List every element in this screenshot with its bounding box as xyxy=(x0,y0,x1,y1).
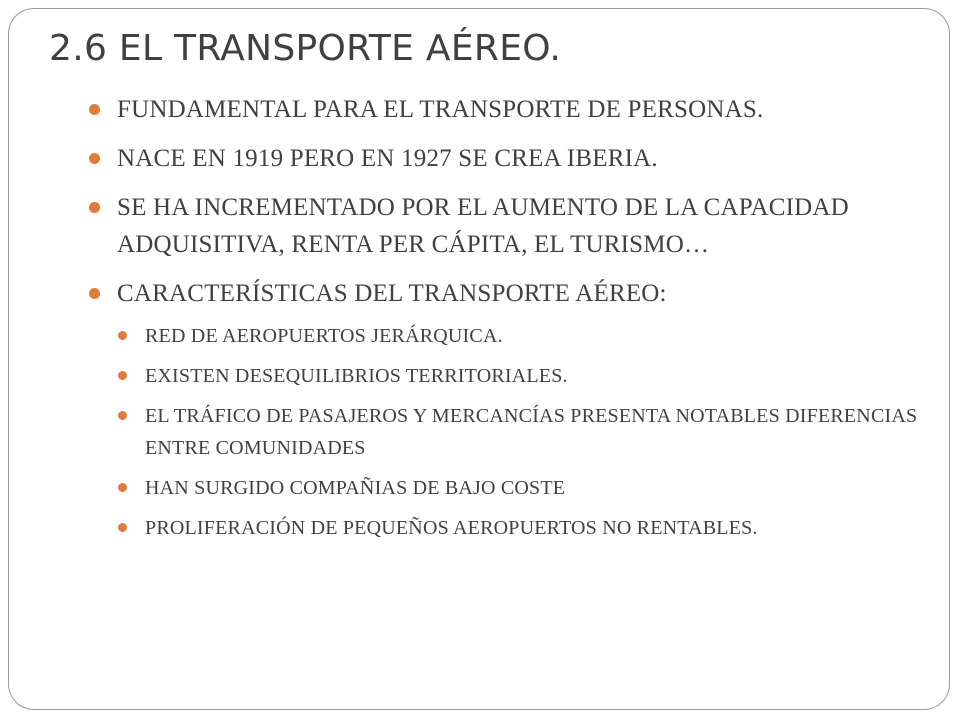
slide-title: 2.6 EL TRANSPORTE AÉREO. xyxy=(49,28,562,69)
bullet-item xyxy=(89,91,939,128)
sub-bullet-text: HAN SURGIDO COMPAÑIAS DE BAJO COSTE xyxy=(145,477,566,499)
bullet-item xyxy=(89,275,939,544)
bullet-dot-icon xyxy=(89,202,100,213)
sub-bullet-text: EL TRÁFICO DE PASAJEROS Y MERCANCÍAS PRESENTA NOTABLES DIFERENCIAS ENTRE COMUNIDADES xyxy=(145,405,918,459)
bullet-dot-icon xyxy=(89,153,100,164)
sub-bullet-dot-icon xyxy=(118,371,127,380)
sub-bullet-dot-icon xyxy=(118,483,127,492)
bullet-item xyxy=(89,189,939,263)
bullet-list xyxy=(89,91,939,556)
bullet-text: FUNDAMENTAL PARA EL TRANSPORTE DE PERSONAS. xyxy=(117,96,764,123)
sub-bullet-item xyxy=(117,400,939,464)
sub-bullet-item xyxy=(117,512,939,544)
sub-bullet-item xyxy=(117,360,939,392)
sub-bullet-dot-icon xyxy=(118,411,127,420)
bullet-item xyxy=(89,140,939,177)
sub-bullet-dot-icon xyxy=(118,523,127,532)
sub-bullet-text: EXISTEN DESEQUILIBRIOS TERRITORIALES. xyxy=(145,365,568,387)
sub-bullet-dot-icon xyxy=(118,331,127,340)
slide-frame xyxy=(8,8,950,710)
sub-bullet-list xyxy=(117,320,939,544)
bullet-dot-icon xyxy=(89,104,100,115)
bullet-text: CARACTERÍSTICAS DEL TRANSPORTE AÉREO: xyxy=(117,280,667,307)
bullet-text: SE HA INCREMENTADO POR EL AUMENTO DE LA CAPACIDAD ADQUISITIVA, RENTA PER CÁPITA, EL TURISMO… xyxy=(117,194,849,258)
bullet-text: NACE EN 1919 PERO EN 1927 SE CREA IBERIA. xyxy=(117,145,658,172)
sub-bullet-text: RED DE AEROPUERTOS JERÁRQUICA. xyxy=(145,325,503,347)
sub-bullet-item xyxy=(117,320,939,352)
sub-bullet-text: PROLIFERACIÓN DE PEQUEÑOS AEROPUERTOS NO RENTABLES. xyxy=(145,517,758,539)
sub-bullet-item xyxy=(117,472,939,504)
bullet-dot-icon xyxy=(89,288,100,299)
